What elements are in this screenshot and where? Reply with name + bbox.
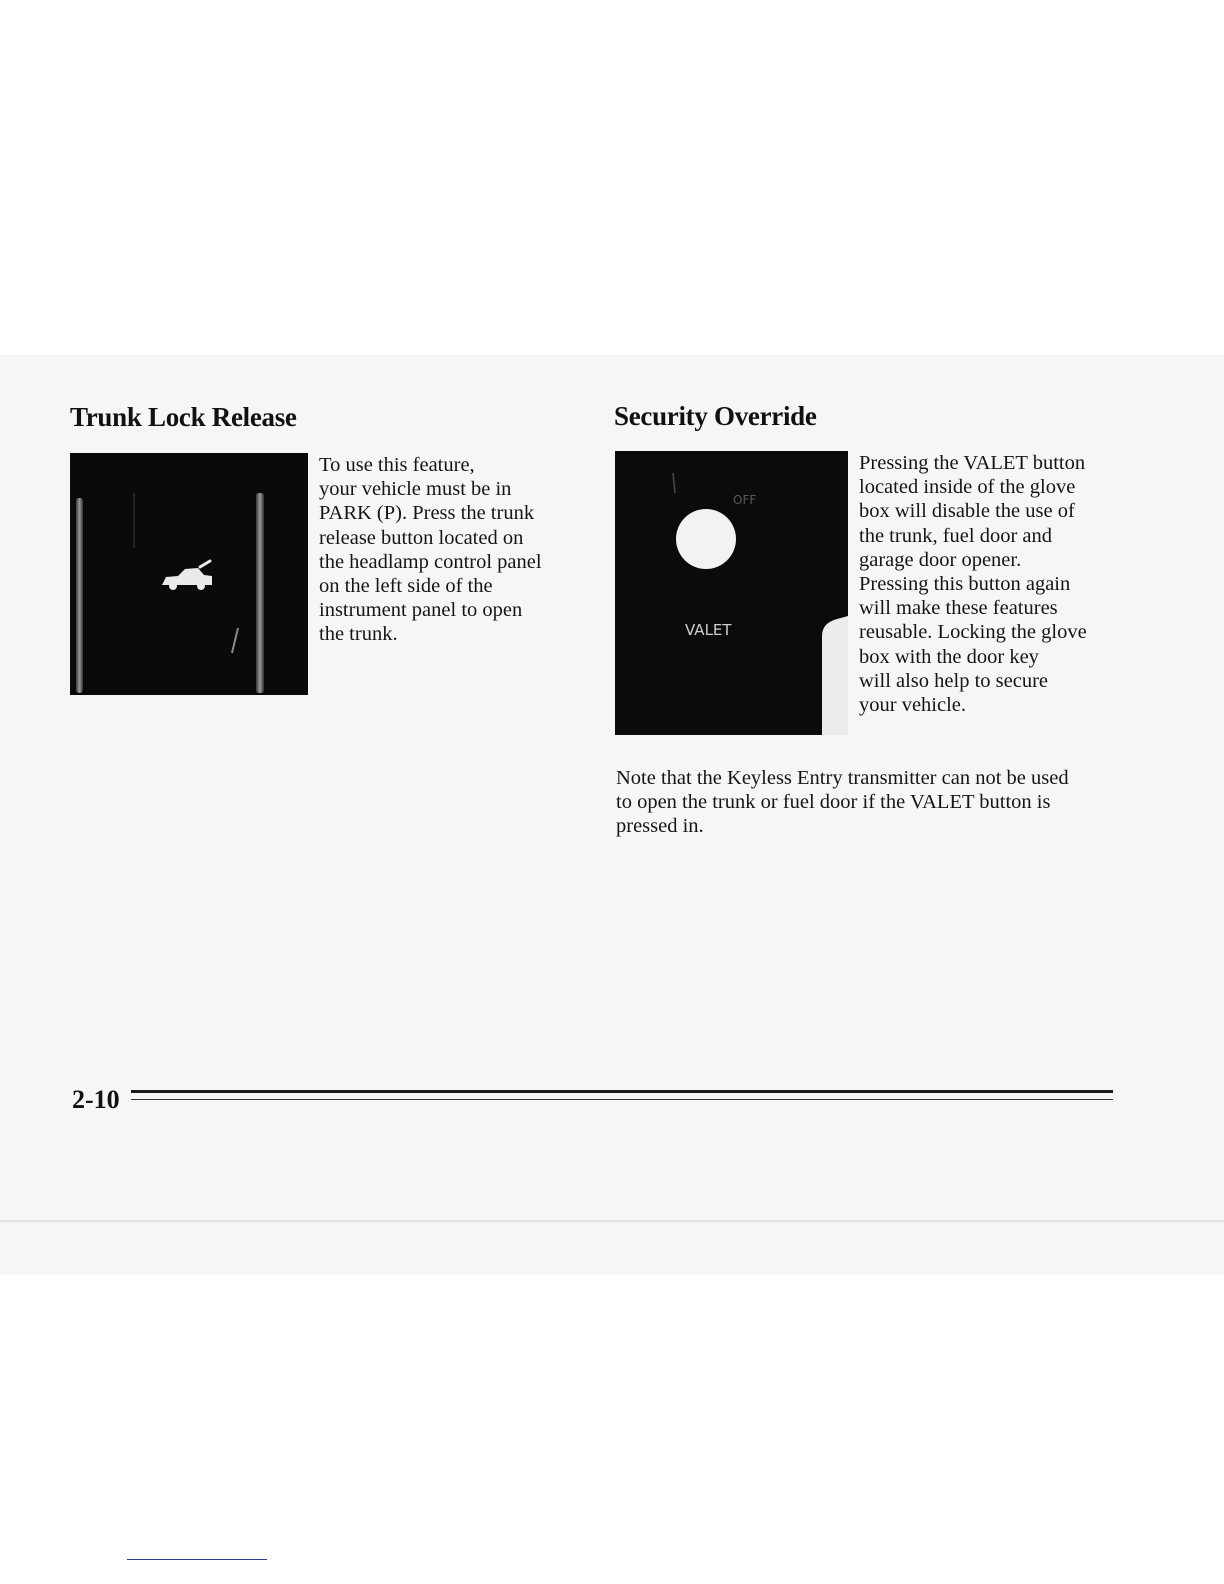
keyless-entry-note: Note that the Keyless Entry transmitter can not be used to open the trunk or fuel door if the VALET button is pressed in. <box>616 767 1069 838</box>
scan-edge-line <box>0 1220 1224 1222</box>
footer-rule-thin <box>131 1099 1113 1100</box>
trunk-lock-release-heading: Trunk Lock Release <box>70 402 297 432</box>
trunk-lock-release-text: To use this feature, your vehicle must be in PARK (P). Press the trunk release button located on the headlamp control panel on the left side of the instrument panel to open the trunk. <box>319 454 542 646</box>
trunk-release-photo-art <box>70 453 308 695</box>
valet-button-photo-art <box>615 451 848 735</box>
valet-label: VALET <box>685 621 732 639</box>
security-override-text: Pressing the VALET button located inside of the glove box will disable the use of the trunk, fuel door and garage door opener. Pressing this button again will make these features reusable. Locking the glove box with the door key will also help to secure your vehicle. <box>859 452 1087 717</box>
page-number: 2-10 <box>72 1085 120 1114</box>
footer-rule-thick <box>131 1090 1113 1093</box>
valet-button <box>676 509 736 569</box>
trunk-release-photo <box>70 453 308 695</box>
glove-box-edge <box>822 616 848 735</box>
left-trim-rail <box>76 498 83 693</box>
valet-button-photo <box>615 451 848 735</box>
off-label: OFF <box>733 493 757 507</box>
bottom-link-line <box>127 1559 267 1560</box>
security-override-heading: Security Override <box>614 401 817 431</box>
right-trim-rail <box>256 493 264 693</box>
